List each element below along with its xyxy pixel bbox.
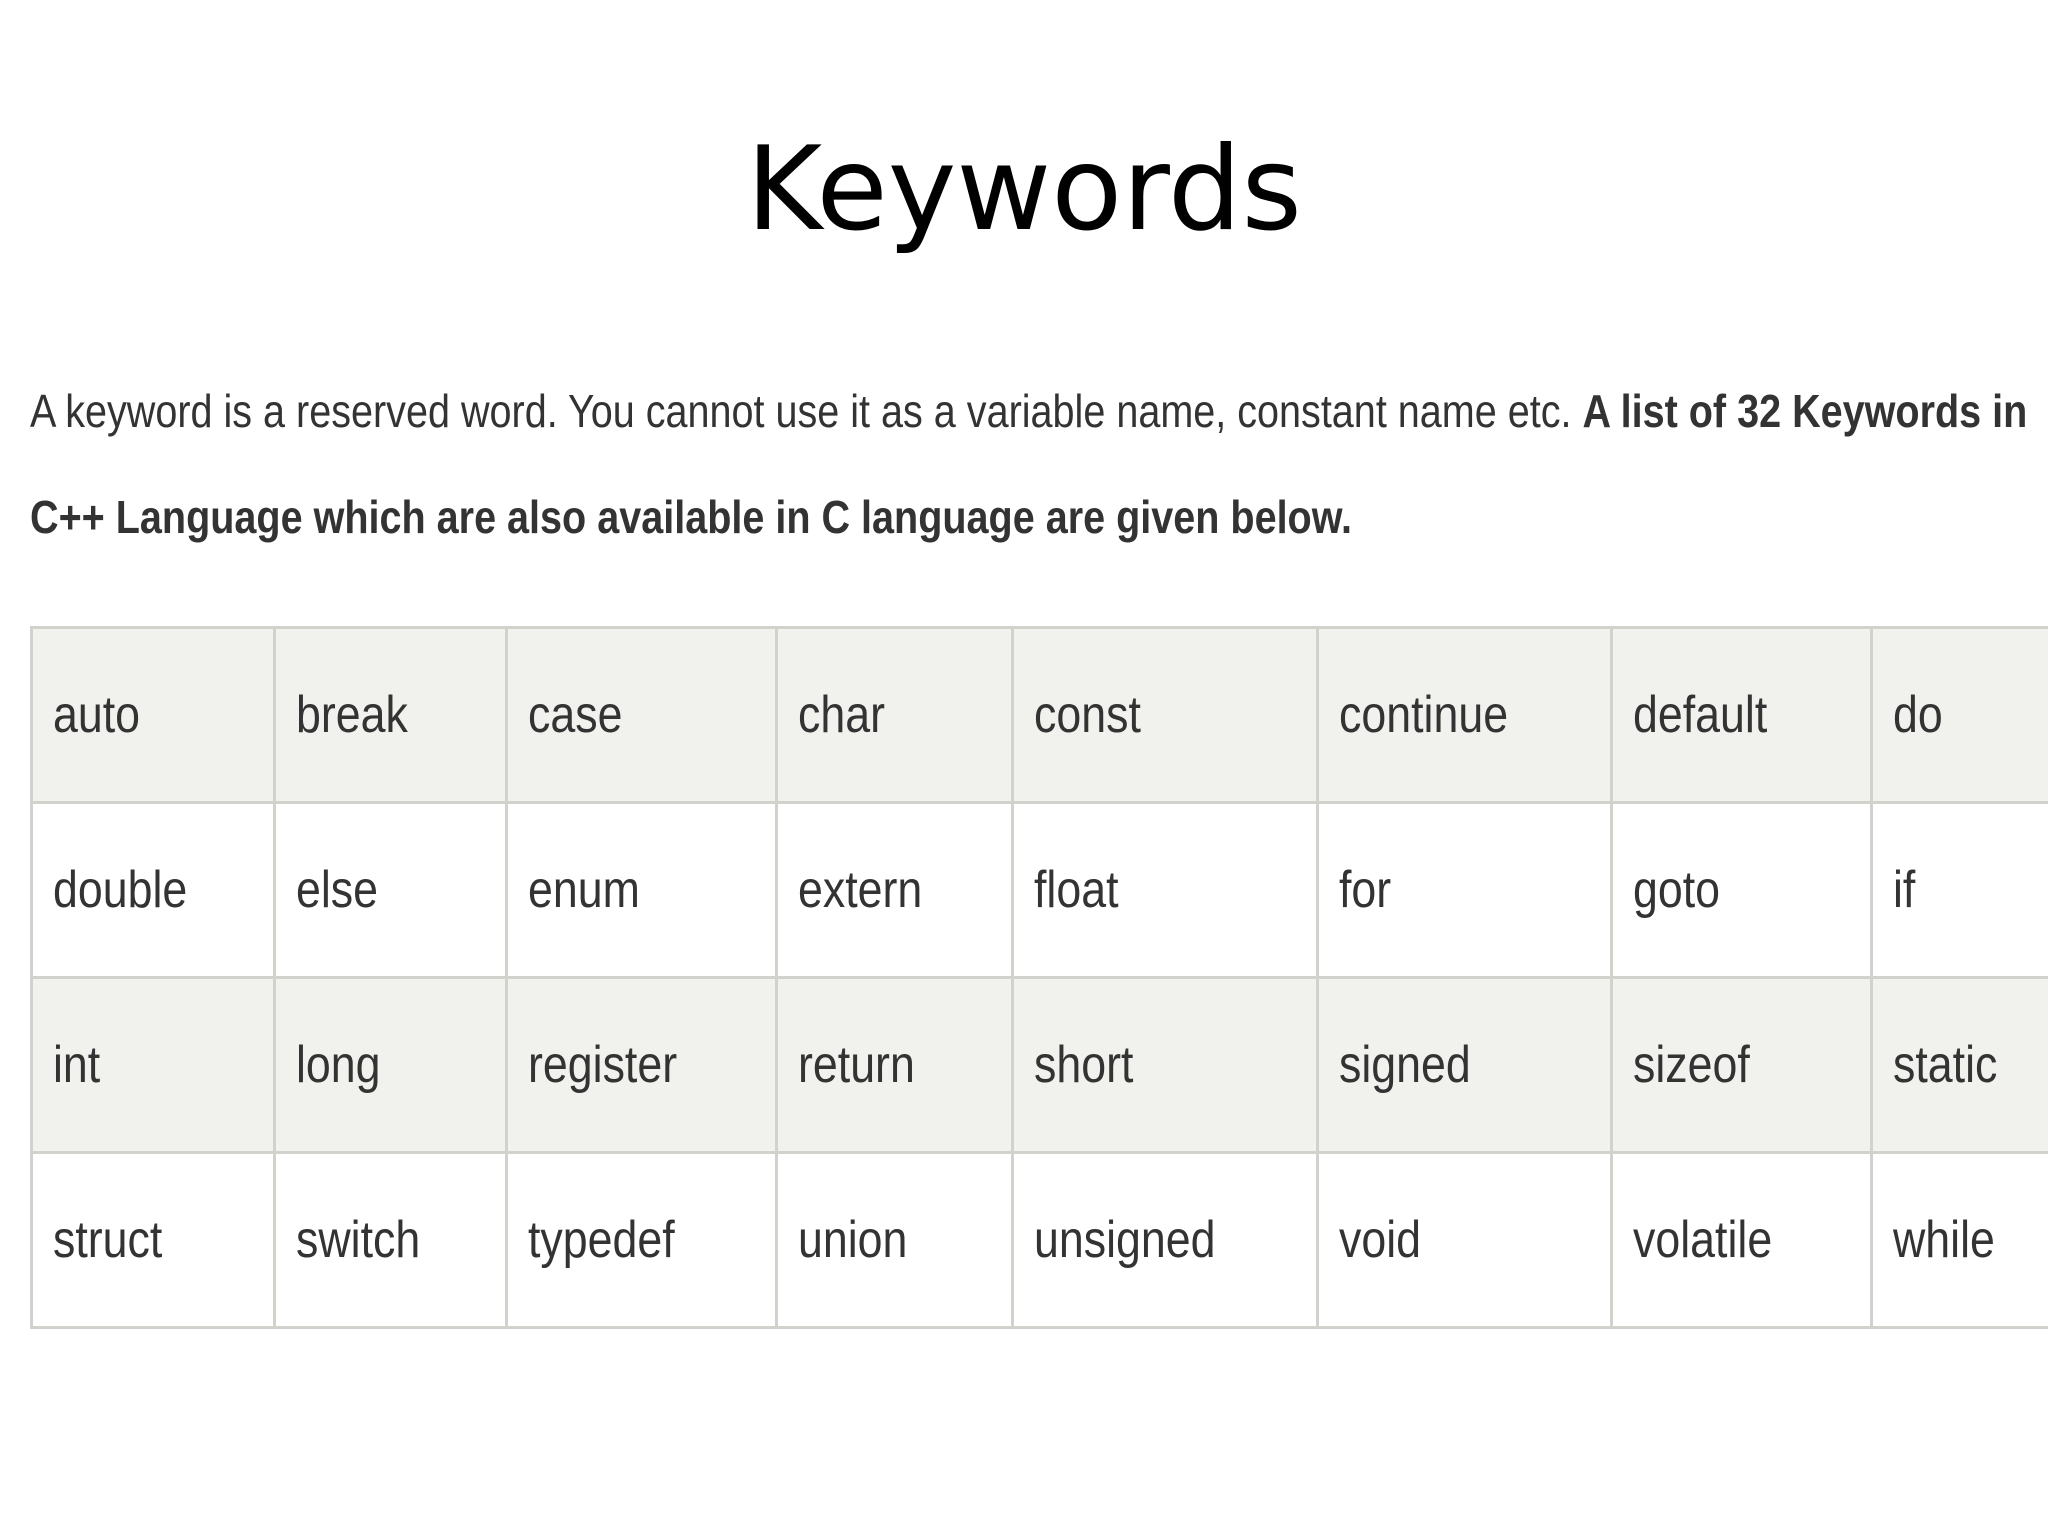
keyword: char	[798, 686, 885, 744]
keyword: void	[1339, 1211, 1422, 1269]
table-cell	[1013, 803, 1318, 978]
intro-bold-text-2: C++ Language which are also available in C language are given below.	[30, 491, 1353, 543]
keyword: int	[53, 1036, 101, 1094]
keyword: signed	[1339, 1036, 1471, 1094]
intro-text: A keyword is a reserved word. You cannot use it as a variable name, constant name etc.	[30, 385, 1583, 437]
intro-paragraph	[30, 358, 2028, 570]
keyword: union	[798, 1211, 908, 1269]
table-cell	[777, 628, 1013, 803]
keyword: struct	[53, 1211, 163, 1269]
keyword: typedef	[528, 1211, 675, 1269]
table-cell	[507, 1153, 777, 1328]
keyword: double	[53, 861, 188, 919]
table-cell	[275, 628, 507, 803]
table-cell	[275, 978, 507, 1153]
keyword: while	[1893, 1211, 1995, 1269]
table-cell	[1318, 803, 1612, 978]
table-cell	[32, 1153, 275, 1328]
table-row	[32, 803, 2048, 978]
table-row	[32, 1153, 2048, 1328]
table-cell	[1318, 628, 1612, 803]
keyword: const	[1034, 686, 1141, 744]
table-cell	[32, 628, 275, 803]
table-cell	[1612, 628, 1872, 803]
keyword: sizeof	[1633, 1036, 1750, 1094]
table-cell	[1872, 628, 2048, 803]
keyword: do	[1893, 686, 1943, 744]
keyword: float	[1034, 861, 1119, 919]
intro-bold-text: A list of 32 Keywords in	[1582, 385, 2028, 437]
table-cell	[1318, 978, 1612, 1153]
intro-line-1	[30, 358, 2028, 464]
keyword: for	[1339, 861, 1392, 919]
keyword: register	[528, 1036, 678, 1094]
keyword: switch	[296, 1211, 421, 1269]
table-cell	[32, 978, 275, 1153]
table-cell	[777, 1153, 1013, 1328]
table-cell	[1872, 1153, 2048, 1328]
table-cell	[777, 978, 1013, 1153]
keyword: long	[296, 1036, 381, 1094]
keyword: static	[1893, 1036, 1998, 1094]
table-cell	[507, 978, 777, 1153]
table-cell	[1612, 978, 1872, 1153]
table-cell	[275, 1153, 507, 1328]
keyword: unsigned	[1034, 1211, 1216, 1269]
table-row	[32, 628, 2048, 803]
keyword: short	[1034, 1036, 1134, 1094]
table-cell	[1013, 628, 1318, 803]
keyword: extern	[798, 861, 923, 919]
keyword: case	[528, 686, 623, 744]
table-cell	[507, 628, 777, 803]
keywords-table	[30, 626, 2048, 1329]
keyword: volatile	[1633, 1211, 1773, 1269]
table-row	[32, 978, 2048, 1153]
keyword: continue	[1339, 686, 1509, 744]
slide-title: Keywords	[746, 122, 1302, 257]
table-cell	[1318, 1153, 1612, 1328]
keyword: enum	[528, 861, 640, 919]
keyword: break	[296, 686, 408, 744]
keyword: else	[296, 861, 379, 919]
table-cell	[1872, 978, 2048, 1153]
table-cell	[1013, 978, 1318, 1153]
table-cell	[1612, 1153, 1872, 1328]
keyword: default	[1633, 686, 1768, 744]
table-cell	[777, 803, 1013, 978]
table-cell	[507, 803, 777, 978]
keyword: if	[1893, 861, 1916, 919]
table-cell	[275, 803, 507, 978]
keyword: goto	[1633, 861, 1721, 919]
table-cell	[1872, 803, 2048, 978]
table-cell	[1013, 1153, 1318, 1328]
table-cell	[32, 803, 275, 978]
keyword: return	[798, 1036, 915, 1094]
intro-line-2	[30, 464, 1759, 570]
table-cell	[1612, 803, 1872, 978]
keyword: auto	[53, 686, 141, 744]
